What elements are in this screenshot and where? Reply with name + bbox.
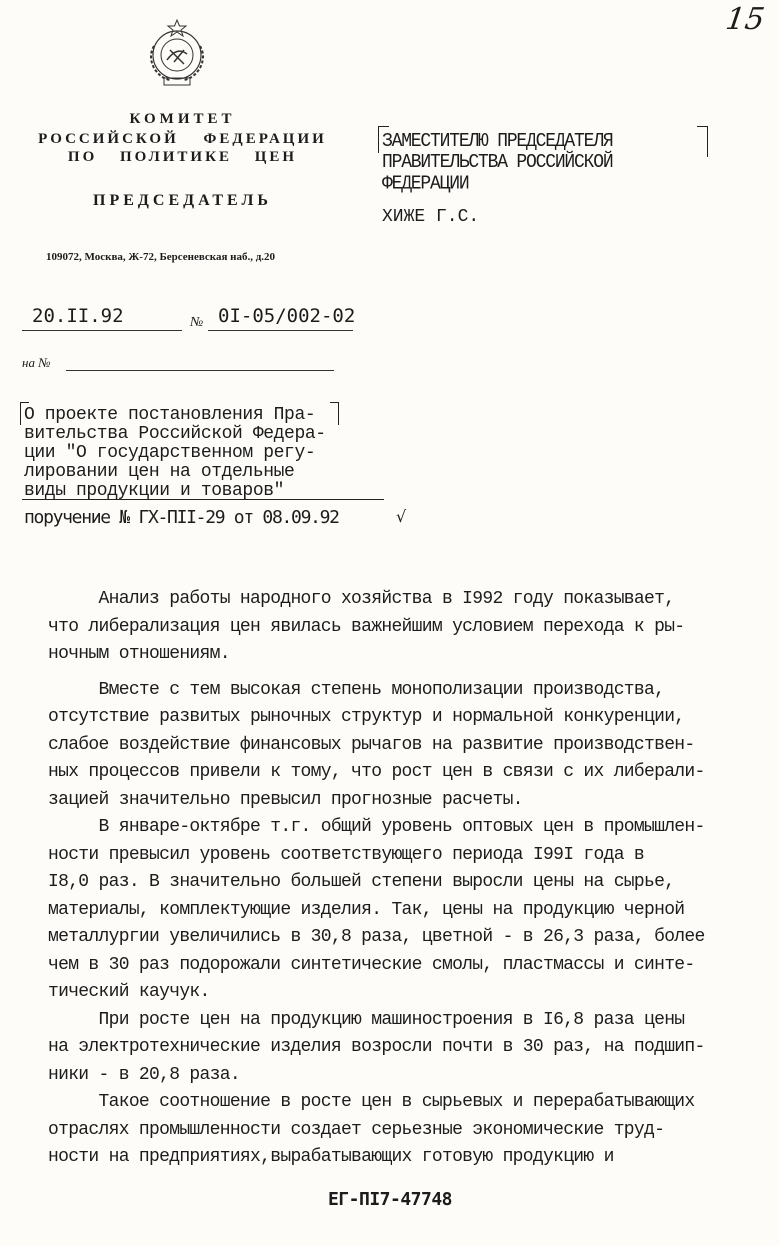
subject-line: лировании цен на отдельные [24, 462, 295, 482]
date-underline [22, 330, 182, 331]
footer-code: ЕГ-ПI7-47748 [327, 1189, 453, 1210]
document-number: 0I-05/002-02 [218, 305, 356, 327]
body-line: В январе-октябре т.г. общий уровень оптовых цен в промышлен- [48, 817, 705, 837]
subject-line: О проекте постановления Пра- [24, 405, 316, 425]
body-line: на электротехнические изделия возросли почти в 30 раз, на подшип- [48, 1037, 705, 1057]
body-line: тический каучук. [48, 982, 210, 1002]
body-line: чем в 30 раз подорожали синтетические смолы, пластмассы и синте- [48, 954, 695, 975]
addressee-name: ХИЖЕ Г.С. [382, 207, 480, 227]
org-address: 109072, Москва, Ж-72, Берсеневская наб., д.20 [46, 251, 276, 263]
body-line: I8,0 раз. В значительно большей степени выросли цены на сырье, [48, 872, 675, 892]
reply-to-label: на № [22, 355, 51, 370]
subject-underline [22, 499, 384, 500]
reply-to-underline [66, 370, 334, 371]
addressee-line: ФЕДЕРАЦИИ [382, 173, 469, 195]
coat-of-arms-emblem [140, 16, 214, 90]
org-name-line-3: ПО ПОЛИТИКЕ ЦЕН [67, 149, 298, 165]
subject-line: ции "О государственном регу- [24, 443, 316, 463]
body-line: слабое воздействие финансовых рычагов на развитие производствен- [48, 734, 695, 755]
position-title: ПРЕДСЕДАТЕЛЬ [93, 192, 272, 209]
body-line: Вместе с тем высокая степень монополизации производства, [48, 679, 665, 700]
addressee-line: ПРАВИТЕЛЬСТВА РОССИЙСКОЙ [382, 152, 613, 174]
check-mark: √ [396, 507, 407, 526]
org-name-line-1: КОМИТЕТ [129, 111, 236, 127]
instruction-reference: поручение № ГХ-ПII-29 от 08.09.92 [24, 507, 339, 528]
number-label: № [190, 315, 204, 330]
subject-block [24, 406, 326, 501]
body-line: отсутствие развитых рыночных структур и нормальной конкуренции, [48, 707, 685, 727]
body-line: отраслях промышленности создает серьезные экономические труд- [48, 1119, 665, 1140]
body-line: Анализ работы народного хозяйства в I992 году показывает, [48, 589, 675, 609]
body-line: ности на предприятиях,вырабатывающих готовую продукцию и [48, 1147, 614, 1167]
body-line: ных процессов привели к тому, что рост цен в связи с их либерали- [48, 762, 705, 782]
page-number: 15 [723, 2, 767, 37]
body-line: металлургии увеличились в 30,8 раза, цветной - в 26,3 раза, более [48, 927, 705, 947]
body-line: Такое соотношение в росте цен в сырьевых и перерабатывающих [48, 1092, 695, 1112]
body-line: ночным отношениям. [48, 644, 230, 664]
letter-body [48, 586, 768, 1172]
body-line: зацией значительно превысил прогнозные расчеты. [48, 789, 523, 810]
subject-line: вительства Российской Федера- [24, 424, 326, 444]
addressee-bracket-right [697, 126, 708, 157]
document-date: 20.II.92 [32, 305, 124, 327]
body-line: материалы, комплектующие изделия. Так, цены на продукцию черной [48, 899, 685, 920]
body-line: ности превысил уровень соответствующего периода I99I года в [48, 844, 645, 865]
subject-bracket-right [330, 402, 339, 425]
body-line [48, 669, 768, 677]
body-line: ники - в 20,8 раза. [48, 1064, 240, 1085]
body-line: что либерализация цен явилась важнейшим условием перехода к ры- [48, 616, 685, 637]
body-line: При росте цен на продукцию машиностроения в I6,8 раза цены [48, 1009, 685, 1030]
number-underline [208, 330, 353, 331]
subject-line: виды продукции и товаров" [24, 481, 285, 501]
org-name-line-2: РОССИЙСКОЙ ФЕДЕРАЦИИ [38, 131, 327, 147]
addressee-line: ЗАМЕСТИТЕЛЮ ПРЕДСЕДАТЕЛЯ [382, 131, 613, 153]
addressee-block [382, 131, 612, 195]
